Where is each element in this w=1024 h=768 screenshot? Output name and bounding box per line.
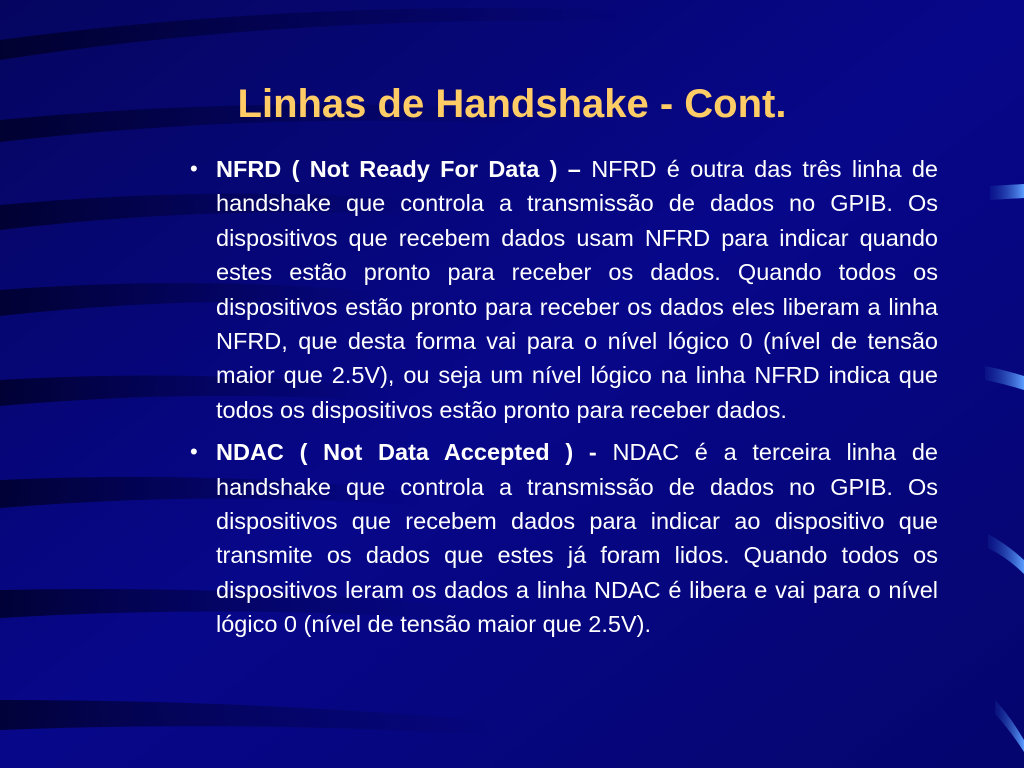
bullet-icon: • — [190, 156, 198, 181]
bullet-item-nfrd — [186, 152, 938, 427]
bullet-term: NDAC ( Not Data Accepted ) - — [216, 439, 613, 466]
bullet-text: NFRD é outra das três linha de handshake que controla a transmissão de dados no GPIB. Os dispositivos que recebem dados usam NFRD para indicar quando estes estão pronto para receber os dados. Quando todos os dispositivos estão pronto para receber os dados eles liberam a linha NFRD, que desta forma vai para o nível lógico 0 (nível de tensão maior que 2.5V), ou seja um nível lógico na linha NFRD indica que todos os dispositivos estão pronto para receber dados. — [216, 156, 938, 423]
bullet-term: NFRD ( Not Ready For Data ) – — [216, 156, 592, 182]
bullet-text: NDAC é a terceira linha de handshake que controla a transmissão de dados no GPIB. Os dispositivos que recebem dados para indicar ao dispositivo que transmite os dados que estes já foram lidos. Quando todos os dispositivos leram os dados a linha NDAC é libera e vai para o nível lógico 0 (nível de tensão maior que 2.5V). — [216, 439, 938, 638]
bullet-item-ndac — [186, 435, 938, 641]
slide-content — [186, 152, 938, 650]
slide-title: Linhas de Handshake - Cont. — [237, 82, 787, 126]
bullet-icon: • — [190, 439, 198, 465]
